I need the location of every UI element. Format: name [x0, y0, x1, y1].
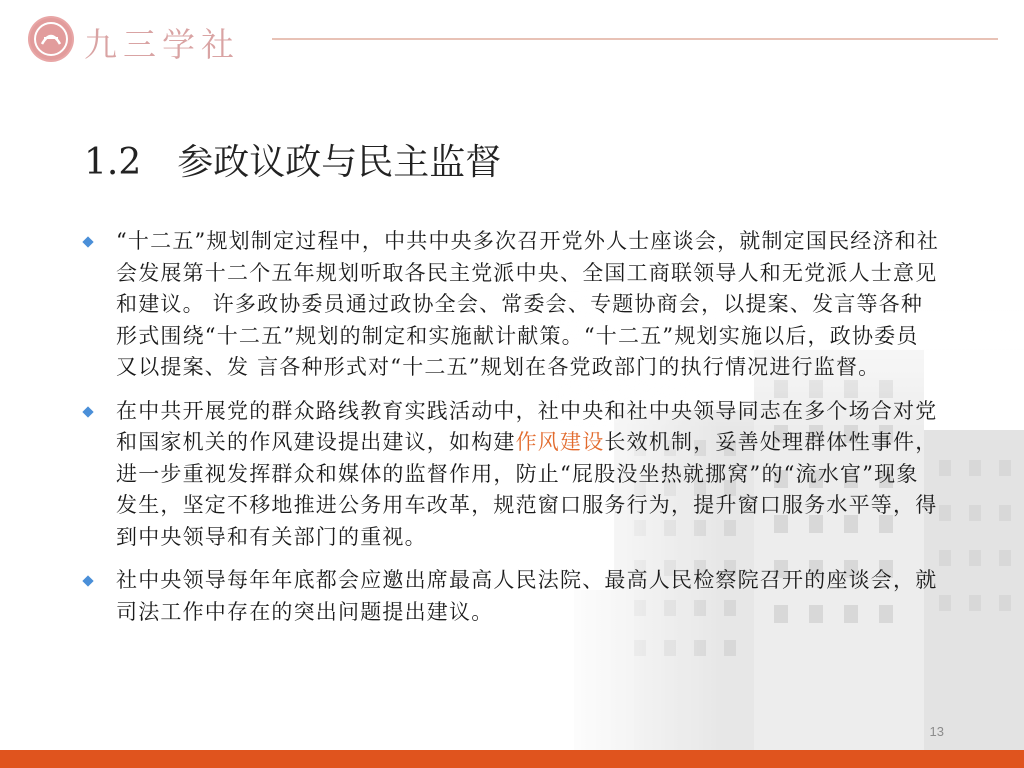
footer-bar	[0, 750, 1024, 768]
diamond-bullet-icon	[82, 575, 93, 586]
page-number: 13	[929, 724, 944, 739]
jiusan-logo-emblem-icon	[28, 16, 74, 62]
bullet-text: 长效机制，妥善处理群体性事件，进一步重视发挥群众和媒体的监督作用，防止“屁股没坐热就挪窝”的“流水官”现象发生，坚定不移地推进公务用车改革，规范窗口服务行为，提升窗口服务水平等，得到中央领导和有关部门的重视。	[116, 430, 938, 549]
highlighted-text: 作风建设	[515, 430, 605, 454]
bullet-text: 在中共开展党的群众路线教育实践活动中，社中央和社中央领导同志在多个场合对党和国家机关的作风建设提出建议，如构建	[116, 398, 938, 454]
bullet-text: 社中央领导每年年底都会应邀出席最高人民法院、最高人民检察院召开的座谈会，就司法工作中存在的突出问题提出建议。	[116, 568, 938, 624]
bullet-item	[84, 396, 940, 554]
diamond-bullet-icon	[82, 236, 93, 247]
header-divider	[272, 38, 998, 40]
bullet-text: “十二五”规划制定过程中，中共中央多次召开党外人士座谈会，就制定国民经济和社会发展第十二个五年规划听取各民主党派中央、全国工商联领导人和无党派人士意见和建议。 许多政协委员通过政协全会、常委会、专题协商会，以提案、发言等各种形式围绕“十二五”规划的制定和实施献计献策。“十二五”规划实施以后，政协委员又以提案、发 言各种形式对“十二五”规划在各党政部门的执行情况进行监督。	[116, 229, 940, 379]
bullet-item	[84, 226, 940, 384]
bullet-list	[84, 226, 940, 640]
logo-text: 九三学社	[84, 25, 240, 64]
slide-title: 1.2 参政议政与民主监督	[84, 142, 502, 183]
diamond-bullet-icon	[82, 406, 93, 417]
slide-header	[0, 0, 1024, 80]
bullet-item	[84, 565, 940, 628]
